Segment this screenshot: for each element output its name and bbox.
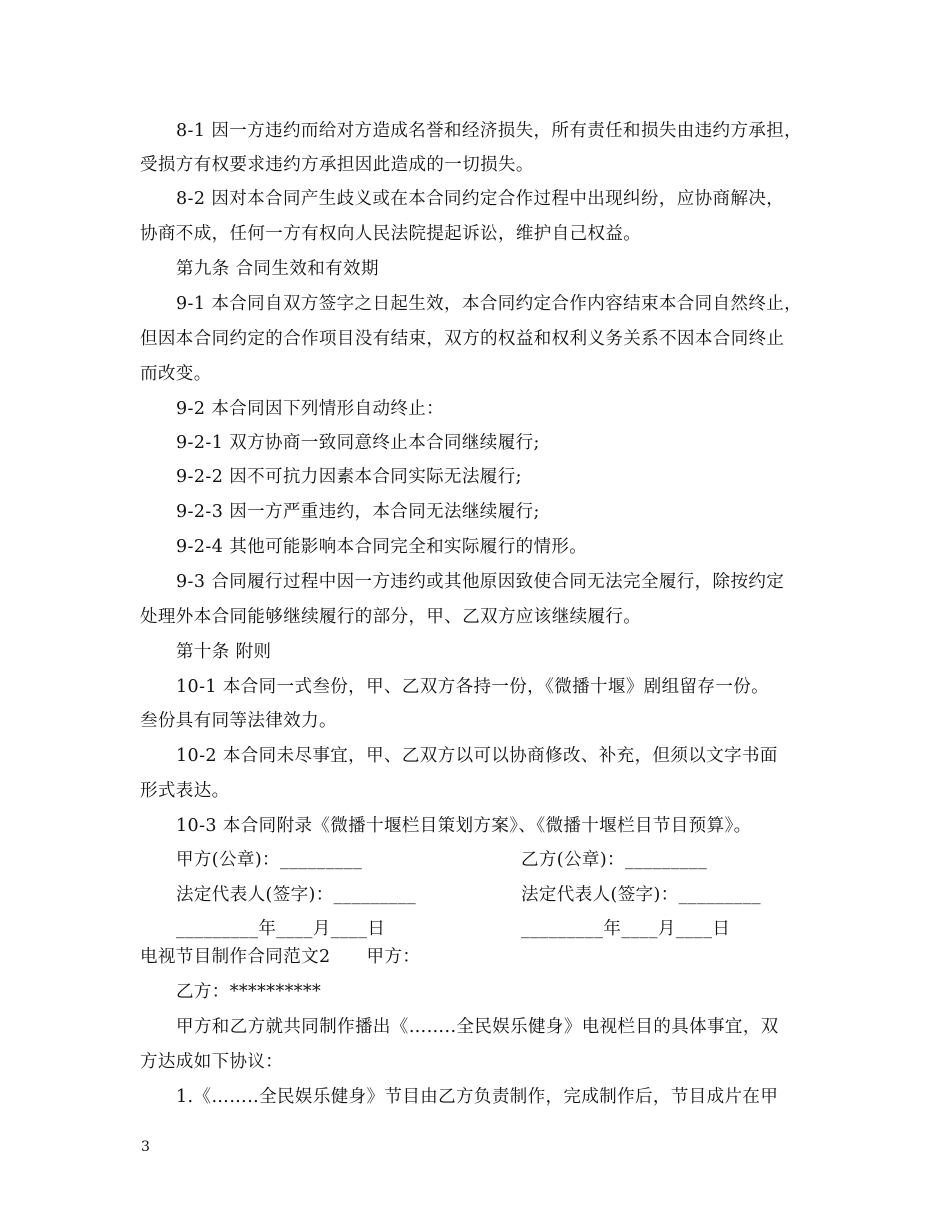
page-number: 3	[141, 1139, 150, 1155]
clause-9-1-line-1: 9-1 本合同自双方签字之日起生效，本合同约定合作内容结束本合同自然终止，	[176, 294, 803, 314]
clause-9-3-line-2: 处理外本合同能够继续履行的部分，甲、乙双方应该继续履行。	[140, 607, 642, 627]
clause-9-2-2: 9-2-2 因不可抗力因素本合同实际无法履行;	[176, 467, 522, 487]
clause-9-1-line-2: 但因本合同约定的合作项目没有结束，双方的权益和权利义务关系不因本合同终止	[140, 329, 785, 349]
clause-9-3-line-1: 9-3 合同履行过程中因一方违约或其他原因致使合同无法完全履行，除按约定	[176, 572, 785, 592]
second-contract-intro-line-2: 方达成如下协议：	[140, 1052, 284, 1072]
second-contract-title-line	[140, 940, 890, 974]
clause-8-1-line-1: 8-1 因一方违约而给对方造成名誉和经济损失，所有责任和损失由违约方承担，	[176, 121, 803, 141]
second-contract-clause-1: 1.《……..全民娱乐健身》节目由乙方负责制作，完成制作后，节目成片在甲	[176, 1087, 779, 1107]
second-contract-party-a: 甲方：	[366, 947, 421, 967]
party-b-seal: 乙方(公章)：_________	[521, 850, 708, 870]
party-b-representative: 法定代表人(签字)：_________	[521, 885, 762, 905]
clause-9-2-4: 9-2-4 其他可能影响本合同完全和实际履行的情形。	[176, 537, 588, 557]
clause-9-2-3: 9-2-3 因一方严重违约，本合同无法继续履行;	[176, 502, 540, 522]
clause-10-1-line-2: 叁份具有同等法律效力。	[140, 711, 337, 731]
clause-9-2: 9-2 本合同因下列情形自动终止：	[176, 399, 445, 419]
clause-10-1-line-1: 10-1 本合同一式叁份，甲、乙双方各持一份，《微播十堰》剧组留存一份。	[176, 677, 770, 697]
clause-9-2-1: 9-2-1 双方协商一致同意终止本合同继续履行;	[176, 433, 540, 453]
clause-10-3: 10-3 本合同附录《微播十堰栏目策划方案》、《微播十堰栏目节目预算》。	[176, 816, 752, 836]
clause-8-1-line-2: 受损方有权要求违约方承担因此造成的一切损失。	[140, 155, 534, 175]
article-9-heading: 第九条 合同生效和有效期	[176, 259, 379, 279]
clause-10-2-line-1: 10-2 本合同未尽事宜，甲、乙双方以可以协商修改、补充，但须以文字书面	[176, 746, 778, 766]
second-contract-title: 电视节目制作合同范文2	[140, 947, 331, 967]
article-10-heading: 第十条 附则	[176, 642, 272, 662]
party-b-date: _________年____月____日	[521, 919, 731, 939]
clause-9-1-line-3: 而改变。	[140, 364, 212, 384]
party-a-date: _________年____月____日	[176, 919, 386, 939]
party-a-seal: 甲方(公章)：_________	[176, 850, 363, 870]
clause-8-2-line-2: 协商不成，任何一方有权向人民法院提起诉讼，维护自己权益。	[140, 224, 642, 244]
clause-8-2-line-1: 8-2 因对本合同产生歧义或在本合同约定合作过程中出现纠纷，应协商解决，	[176, 189, 785, 209]
second-contract-party-b: 乙方：**********	[176, 982, 322, 1002]
party-a-representative: 法定代表人(签字)：_________	[176, 885, 417, 905]
clause-10-2-line-2: 形式表达。	[140, 781, 230, 801]
second-contract-intro-line-1: 甲方和乙方就共同制作播出《……..全民娱乐健身》电视栏目的具体事宜，双	[176, 1017, 779, 1037]
